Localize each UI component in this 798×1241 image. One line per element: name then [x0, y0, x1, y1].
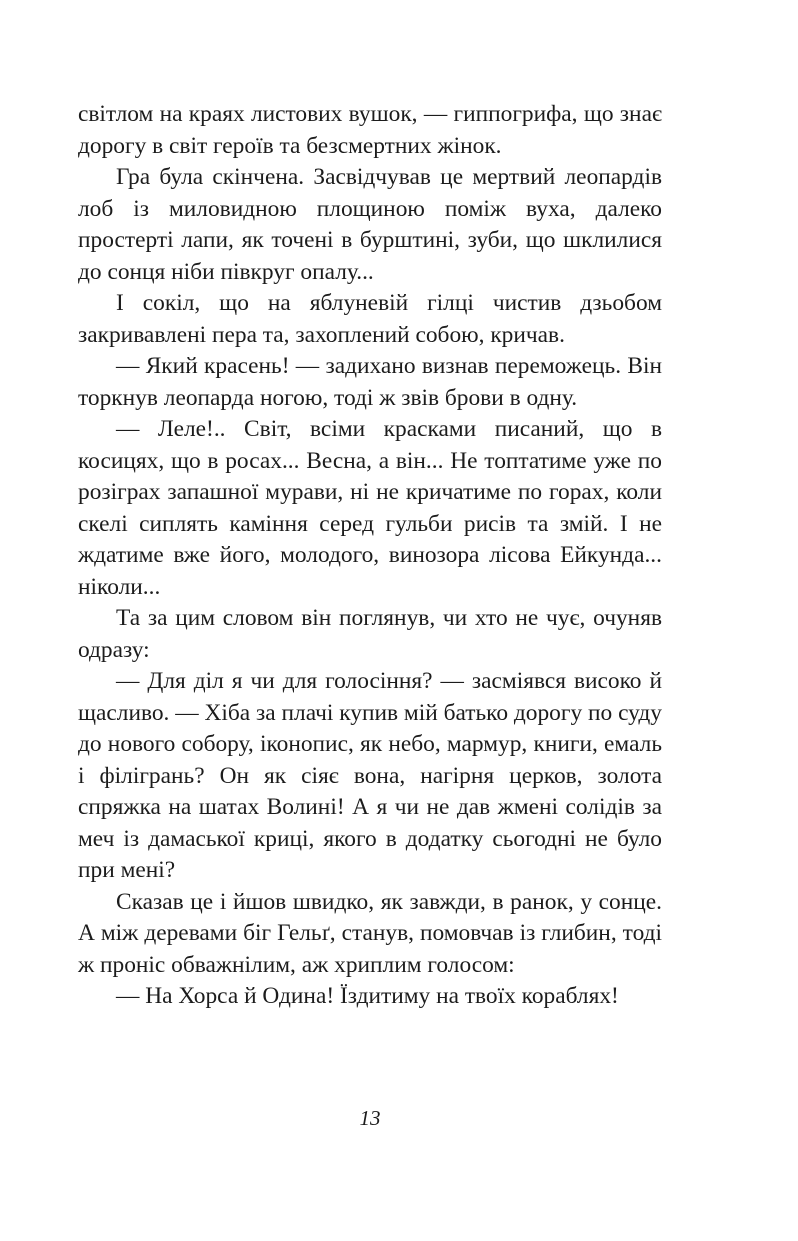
paragraph-1: світлом на краях листових вушок, — гиппогрифа, що знає дорогу в світ героїв та безсмертних жінок.: [78, 101, 662, 159]
paragraph-8: Сказав це і йшов швидко, як завжди, в ранок, у сонце. А між деревами біг Гельґ, станув, помовчав із глибин, тоді ж проніс обважнілим, аж хриплим голосом:: [78, 888, 662, 978]
page-number: 13: [359, 1106, 381, 1130]
paragraph-7: — Для діл я чи для голосіння? — засміявся високо й щасливо. — Хіба за плачі купив мій батько дорогу по суду до нового собору, іконопис, як небо, мармур, книги, емаль і філігрань? Он як сіяє вона, нагірня церков, золота спряжка на шатах Волині! А я чи не дав жмені солідів за меч із дамаської криці, якого в додатку сьогодні не було при мені?: [78, 668, 662, 883]
paragraph-4: — Який красень! — задихано визнав переможець. Він торкнув леопарда ногою, тоді ж звів брови в одну.: [78, 353, 662, 411]
page-body-text: [78, 99, 662, 1013]
paragraph-9: — На Хорса й Одина! Їздитиму на твоїх кораблях!: [116, 983, 619, 1009]
paragraph-5: — Леле!.. Світ, всіми красками писаний, що в косицях, що в росах... Весна, а він... Не топтатиме уже по розіграх запашної мурави, ні не кричатиме по горах, коли скелі сиплять каміння серед гульби рисів та змій. І не ждатиме вже його, молодого, винозора лісова Ейкунда... ніколи...: [78, 416, 662, 600]
paragraph-6: Та за цим словом він поглянув, чи хто не чує, очуняв одразу:: [78, 605, 662, 663]
paragraph-2: Гра була скінчена. Засвідчував це мертвий леопардів лоб із миловидною площиною поміж вуха, далеко простерті лапи, як точені в бурштині, зуби, що шклилися до сонця ніби півкруг опалу...: [78, 164, 662, 285]
paragraph-3: І сокіл, що на яблуневій гілці чистив дзьобом закривавлені пера та, захоплений собою, кричав.: [78, 290, 662, 348]
